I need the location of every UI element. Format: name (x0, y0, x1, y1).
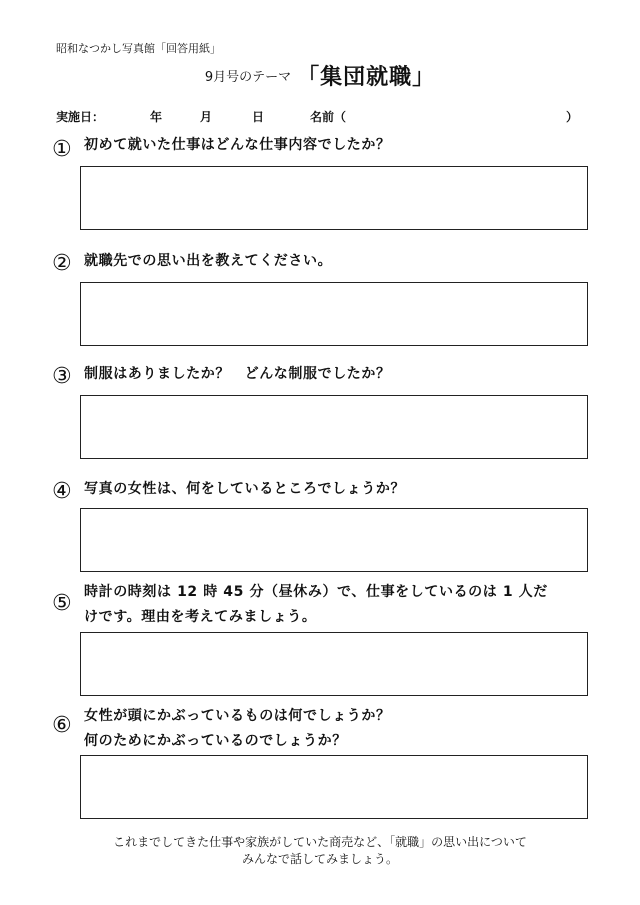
title-row (0, 60, 640, 91)
question-number: ③ (52, 364, 72, 389)
answer-box-2[interactable] (80, 282, 588, 346)
footer-line-2: みんなで話してみましょう。 (241, 852, 398, 866)
name-close-paren: ） (566, 110, 579, 124)
question-number: ④ (52, 479, 72, 504)
question-number: ① (52, 137, 72, 162)
date-label: 実施日： (56, 110, 105, 124)
question-text-line-1: 女性が頭にかぶっているものは何でしょうか？ (84, 708, 391, 724)
question-text: 初めて就いた仕事はどんな仕事内容でしたか？ (84, 137, 391, 153)
answer-box-3[interactable] (80, 395, 588, 459)
answer-box-4[interactable] (80, 508, 588, 572)
question-text: 就職先での思い出を教えてください。 (84, 253, 333, 269)
date-month-label: 月 (200, 110, 213, 124)
date-day-label: 日 (252, 110, 265, 124)
question-number: ⑥ (52, 713, 72, 738)
answer-box-5[interactable] (80, 632, 588, 696)
question-text-line-2: 何のためにかぶっているのでしょうか？ (84, 733, 347, 749)
question-text-line-1: 時計の時刻は 12 時 45 分（昼休み）で、仕事をしているのは 1 人だ (84, 584, 548, 600)
question-number: ⑤ (52, 591, 72, 616)
question-text: 写真の女性は、何をしているところでしょうか？ (84, 481, 406, 497)
date-year-label: 年 (150, 110, 163, 124)
name-label: 名前（ (310, 110, 347, 124)
footer-note (0, 834, 640, 868)
sheet-source-label: 昭和なつかし写真館「回答用紙」 (56, 42, 221, 55)
theme-title: 「集団就職」 (297, 65, 436, 90)
question-number: ② (52, 251, 72, 276)
question-text-line-2: けです。理由を考えてみましょう。 (84, 609, 317, 625)
answer-box-6[interactable] (80, 755, 588, 819)
footer-line-1: これまでしてきた仕事や家族がしていた商売など、「就職」の思い出について (113, 835, 527, 849)
theme-label: 9月号のテーマ (204, 70, 292, 85)
question-text: 制服はありましたか？ どんな制服でしたか？ (84, 366, 391, 382)
answer-box-1[interactable] (80, 166, 588, 230)
